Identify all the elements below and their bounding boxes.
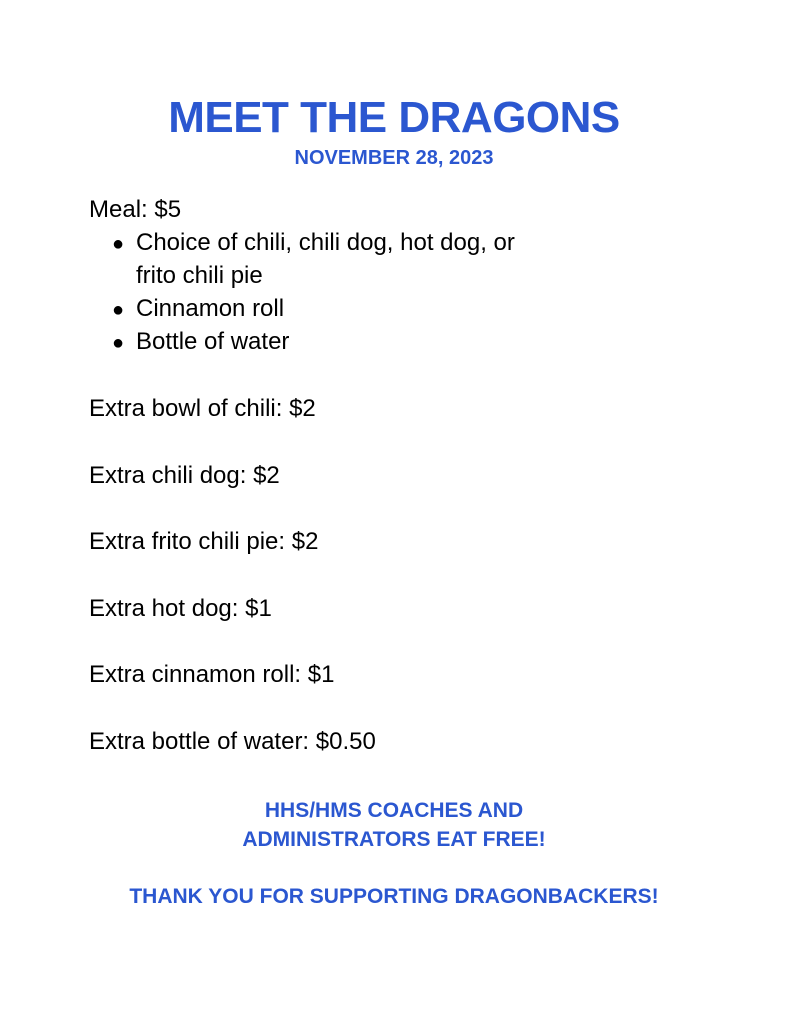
bullet-icon: ● (112, 233, 125, 255)
list-item (112, 294, 284, 325)
extra-item: Extra frito chili pie: $2 (89, 528, 319, 555)
extra-item: Extra bowl of chili: $2 (89, 395, 316, 422)
thank-you-message: THANK YOU FOR SUPPORTING DRAGONBACKERS! (129, 885, 659, 908)
list-item (112, 228, 515, 259)
page-title: MEET THE DRAGONS (168, 93, 620, 142)
bullet-icon: ● (112, 299, 125, 321)
meal-item-label: Choice of chili, chili dog, hot dog, or (136, 229, 515, 256)
extra-item: Extra chili dog: $2 (89, 462, 280, 489)
extra-item: Extra bottle of water: $0.50 (89, 728, 376, 755)
meal-price: Meal: $5 (89, 196, 182, 223)
bullet-icon: ● (112, 332, 125, 354)
event-date: NOVEMBER 28, 2023 (294, 147, 494, 169)
meal-item-label: Bottle of water (136, 328, 290, 355)
meal-item-label: Cinnamon roll (136, 295, 285, 322)
list-item (112, 327, 289, 358)
extra-item: Extra hot dog: $1 (89, 595, 272, 622)
free-meal-notice-line1: HHS/HMS COACHES AND (264, 799, 524, 822)
meal-item-continuation: frito chili pie (136, 262, 263, 289)
extra-item: Extra cinnamon roll: $1 (89, 661, 335, 688)
free-meal-notice-line2: ADMINISTRATORS EAT FREE! (242, 828, 546, 851)
